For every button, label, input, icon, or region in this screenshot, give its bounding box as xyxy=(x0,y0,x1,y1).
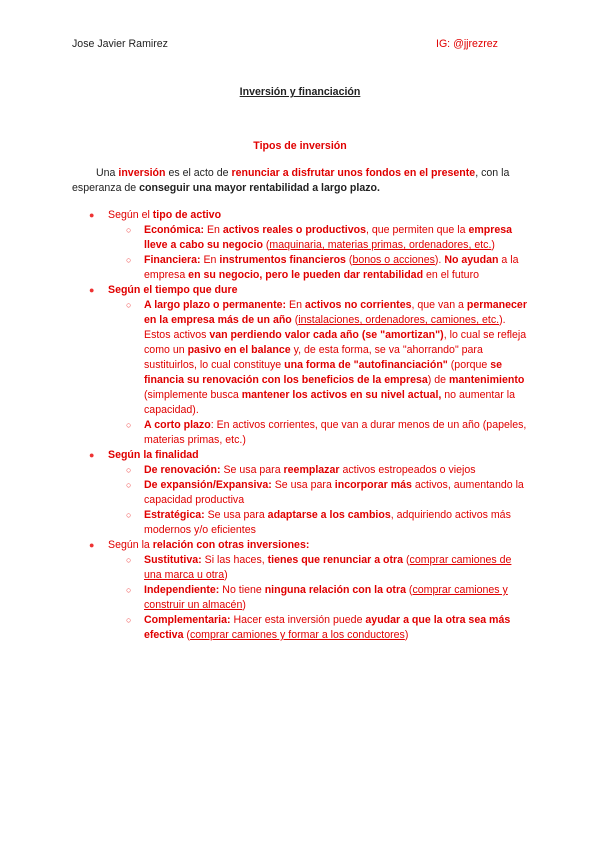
bullet-icon: ● xyxy=(89,540,95,550)
example-link[interactable]: comprar camiones de una marca u otra xyxy=(144,554,512,581)
bullet-icon: ● xyxy=(89,210,95,220)
document-title: Inversión y financiación xyxy=(239,86,361,98)
purpose-sublist xyxy=(108,463,530,538)
list-item-sustitutiva: ○ Sustitutiva: Si las haces, tienes que renunciar a otra (comprar camiones de una marca u otra) xyxy=(126,554,512,581)
circle-bullet-icon: ○ xyxy=(126,465,132,475)
example-link[interactable]: instalaciones, ordenadores, camiones, etc. xyxy=(298,314,500,326)
example-link[interactable]: comprar camiones y formar a los conductores xyxy=(189,629,405,641)
list-item-renovacion: ○ De renovación: Se usa para reemplazar activos estropeados o viejos xyxy=(126,464,476,476)
circle-bullet-icon: ○ xyxy=(126,300,132,310)
list-item-complementaria: ○ Complementaria: Hacer esta inversión puede ayudar a que la otra sea más efectiva (comprar camiones y formar a los conductores) xyxy=(126,614,511,641)
author-name: Jose Javier Ramirez xyxy=(72,38,168,50)
list-item-expansion: ○ De expansión/Expansiva: Se usa para incorporar más activos, aumentando la capacidad productiva xyxy=(126,479,524,506)
example-link[interactable]: bonos o acciones xyxy=(352,254,435,266)
relation-sublist xyxy=(108,553,530,643)
criterion-duration: ● Según el tiempo que dure ○ A largo plazo o permanente: En activos no corrientes, que van a permanecer en la empresa más de un año (instalaciones, ordenadores, camiones, etc.). Estos activos van perdiendo valor cada año (se "amortizan"), lo cual se refleja como un pasivo en el balance y, de esta forma, se va "ahorrando" para sustituirlos, lo cual constituye una forma de "autofinanciación" (porque se financia su renovación con los beneficios de la empresa) de mantenimiento (simplemente busca mantener los activos en su nivel actual, no aumentar la capacidad). ○ A corto plazo: En activos corrientes, que van a durar menos de un año (papeles, materias primas, etc.) xyxy=(72,283,530,448)
circle-bullet-icon: ○ xyxy=(126,510,132,520)
list-item-financiera: ○ Financiera: En instrumentos financieros (bonos o acciones). No ayudan a la empresa en su negocio, pero le pueden dar rentabilidad en el futuro xyxy=(126,254,519,281)
criterion-purpose: ● Según la finalidad ○ De renovación: Se usa para reemplazar activos estropeados o viejos ○ De expansión/Expansiva: Se usa para incorporar más activos, aumentando la capacidad productiva ○ Estratégica: Se usa para adaptarse a los cambios, adquiriendo activos más modernos y/o eficientes xyxy=(72,448,530,538)
intro-paragraph: Una inversión es el acto de renunciar a disfrutar unos fondos en el presente, con la esperanza de conseguir una mayor rentabilidad a largo plazo. xyxy=(72,167,510,194)
circle-bullet-icon: ○ xyxy=(126,225,132,235)
circle-bullet-icon: ○ xyxy=(126,480,132,490)
list-item-corto-plazo: ○ A corto plazo: En activos corrientes, que van a durar menos de un año (papeles, materias primas, etc.) xyxy=(126,419,527,446)
example-link[interactable]: maquinaria, materias primas, ordenadores, etc. xyxy=(269,239,492,251)
circle-bullet-icon: ○ xyxy=(126,615,132,625)
example-link[interactable]: comprar camiones y construir un almacén xyxy=(144,584,508,611)
bullet-icon: ● xyxy=(89,450,95,460)
instagram-handle: IG: @jjrezrez xyxy=(436,38,498,50)
duration-sublist xyxy=(108,298,530,448)
circle-bullet-icon: ○ xyxy=(126,420,132,430)
investment-types-list xyxy=(72,208,530,643)
list-item-economica: ○ Económica: En activos reales o productivos, que permiten que la empresa lleve a cabo su negocio (maquinaria, materias primas, ordenadores, etc.) xyxy=(126,224,513,251)
bullet-icon: ● xyxy=(89,285,95,295)
circle-bullet-icon: ○ xyxy=(126,585,132,595)
list-item-estrategica: ○ Estratégica: Se usa para adaptarse a los cambios, adquiriendo activos más modernos y/o eficientes xyxy=(126,509,511,536)
circle-bullet-icon: ○ xyxy=(126,255,132,265)
list-item-independiente: ○ Independiente: No tiene ninguna relación con la otra (comprar camiones y construir un almacén) xyxy=(126,584,508,611)
asset-type-sublist xyxy=(108,223,530,283)
criterion-asset-type: ● Según el tipo de activo ○ Económica: En activos reales o productivos, que permiten que la empresa lleve a cabo su negocio (maquinaria, materias primas, ordenadores, etc.) ○ Financiera: En instrumentos financieros (bonos o acciones). No ayudan a la empresa en su negocio, pero le pueden dar rentabilidad en el futuro xyxy=(72,208,530,283)
circle-bullet-icon: ○ xyxy=(126,555,132,565)
section-title: Tipos de inversión xyxy=(253,140,347,152)
criterion-relation: ● Según la relación con otras inversiones: ○ Sustitutiva: Si las haces, tienes que renunciar a otra (comprar camiones de una marca u otra) ○ Independiente: No tiene ninguna relación con la otra (comprar camiones y construir un almacén) ○ Complementaria: Hacer esta inversión puede ayudar a que la otra sea más efectiva (comprar camiones y formar a los conductores) xyxy=(72,538,530,643)
list-item-largo-plazo: ○ A largo plazo o permanente: En activos no corrientes, que van a permanecer en la empresa más de un año (instalaciones, ordenadores, camiones, etc.). Estos activos van perdiendo valor cada año (se "amortizan"), lo cual se refleja como un pasivo en el balance y, de esta forma, se va "ahorrando" para sustituirlos, lo cual constituye una forma de "autofinanciación" (porque se financia su renovación con los beneficios de la empresa) de mantenimiento (simplemente busca mantener los activos en su nivel actual, no aumentar la capacidad). xyxy=(126,299,527,416)
